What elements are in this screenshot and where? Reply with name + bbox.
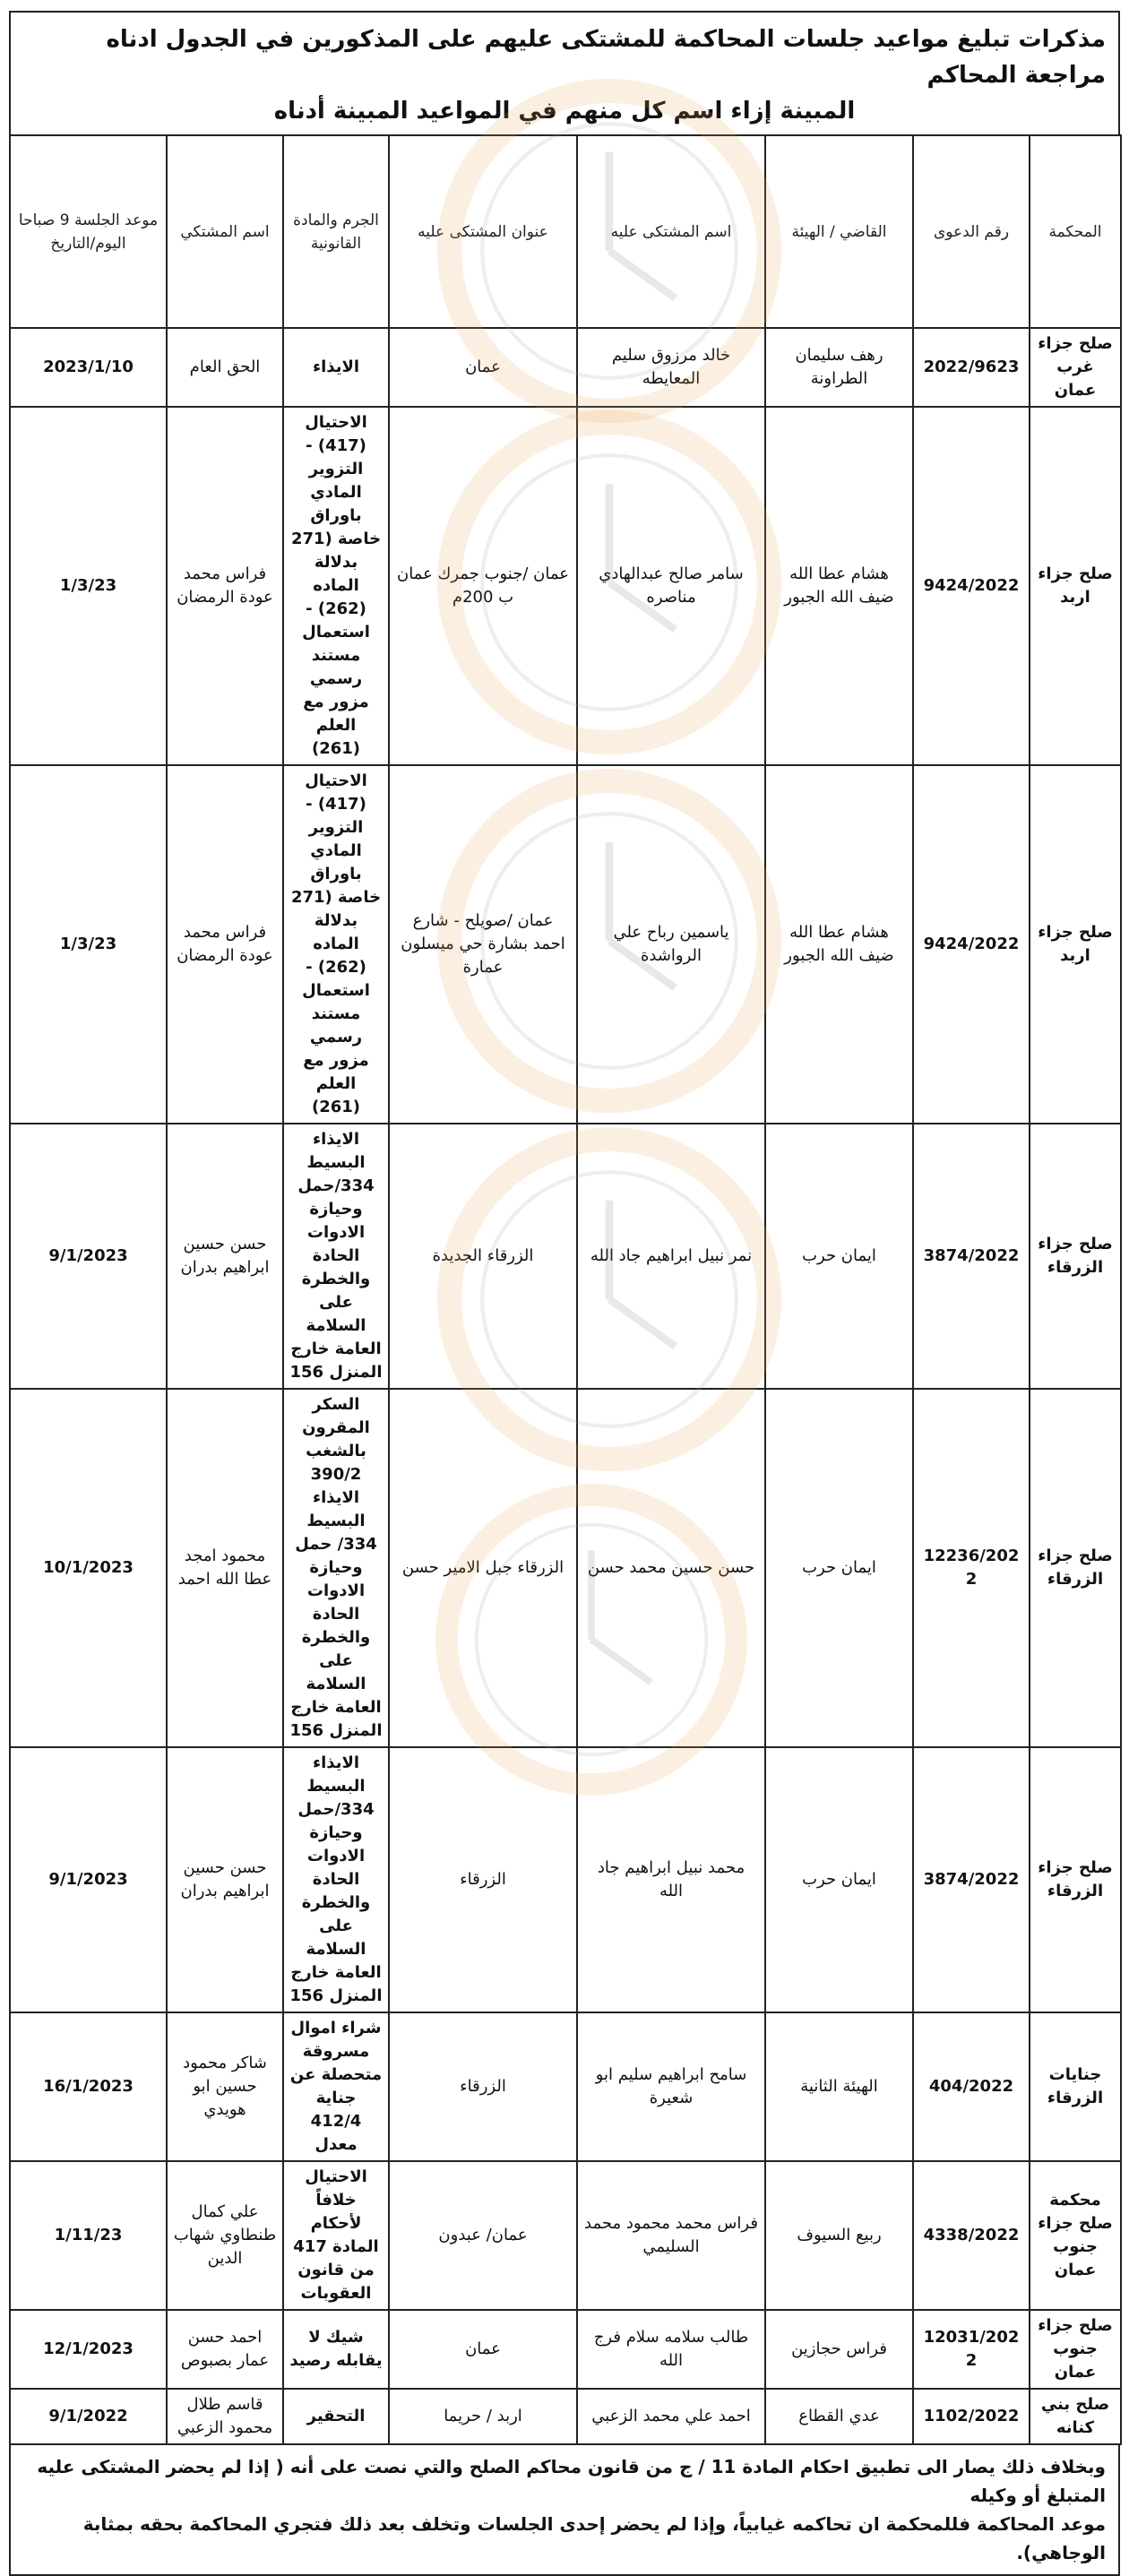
cell-case-number: 3874/2022 (913, 1124, 1030, 1389)
cell-defendant-name: سامح ابراهيم سليم ابو شعيرة (577, 2012, 765, 2161)
cell-defendant-name: سامر صالح عبدالهادي مناصره (577, 407, 765, 765)
cell-court: صلح جزاء الزرقاء (1030, 1389, 1121, 1747)
cell-case-number: 12031/2022 (913, 2310, 1030, 2389)
cell-case-number: 9424/2022 (913, 407, 1030, 765)
title-line-2: المبينة إزاء اسم كل منهم في المواعيد المبينة أدناه (273, 98, 856, 125)
header-defendant-address: عنوان المشتكى عليه (389, 135, 577, 328)
cell-crime: السكر المقرون بالشغب 390/2 الايذاء البسيط 334/ حمل وحيازة الادوات الحادة والخطرة على السلامة العامة خارج المنزل 156 (283, 1389, 389, 1747)
cell-case-number: 9424/2022 (913, 765, 1030, 1124)
table-row (10, 2389, 1121, 2444)
cell-defendant-address: الزرقاء (389, 1747, 577, 2012)
cell-court: صلح جزاء اربد (1030, 765, 1121, 1124)
hearings-table (9, 134, 1122, 2445)
document-title (9, 11, 1120, 134)
cell-defendant-name: فراس محمد محمود محمد السليمي (577, 2161, 765, 2310)
cell-judge: ايمان حرب (765, 1747, 913, 2012)
cell-case-number: 4338/2022 (913, 2161, 1030, 2310)
cell-crime: شيك لا يقابله رصيد (283, 2310, 389, 2389)
cell-hearing-date: 16/1/2023 (10, 2012, 167, 2161)
header-crime: الجرم والمادة القانونية (283, 135, 389, 328)
cell-defendant-address: الزرقاء جبل الامير حسن (389, 1389, 577, 1747)
cell-crime: الاحتيال (417) - التزوير المادي باوراق خاصة (271 بدلالة الماده (262) - استعمال مستند رسمي مزور مع العلم (261) (283, 407, 389, 765)
header-judge: القاضي / الهيئة (765, 135, 913, 328)
cell-crime: الايذاء (283, 328, 389, 407)
cell-defendant-address: عمان (389, 2310, 577, 2389)
cell-crime: شراء اموال مسروقة متحصلة عن جناية 412/4 معدل (283, 2012, 389, 2161)
cell-case-number: 3874/2022 (913, 1747, 1030, 2012)
table-row (10, 2161, 1121, 2310)
cell-judge: ربيع السيوف (765, 2161, 913, 2310)
cell-judge: عدي القطاع (765, 2389, 913, 2444)
cell-complainant: محمود امجد عطا الله احمد (167, 1389, 283, 1747)
cell-judge: هشام عطا الله ضيف الله الجبور (765, 765, 913, 1124)
cell-hearing-date: 9/1/2023 (10, 1747, 167, 2012)
cell-crime: الايذاء البسيط 334/حمل وحيازة الادوات الحادة والخطرة على السلامة العامة خارج المنزل 156 (283, 1747, 389, 2012)
footer-line-1: وبخلاف ذلك يصار الى تطبيق احكام المادة 11 / ج من قانون محاكم الصلح والتي نصت على أنه ( إذا لم يحضر المشتكى عليه المتبلغ أو وكيله (37, 2456, 1106, 2506)
cell-court: محكمة صلح جزاء جنوب عمان (1030, 2161, 1121, 2310)
cell-judge: ايمان حرب (765, 1124, 913, 1389)
cell-defendant-address: عمان (389, 328, 577, 407)
header-hearing-date: موعد الجلسة 9 صباحا اليوم/التاريخ (10, 135, 167, 328)
table-row (10, 1124, 1121, 1389)
cell-defendant-name: نمر نبيل ابراهيم جاد الله (577, 1124, 765, 1389)
cell-complainant: فراس محمد عودة الرمضان (167, 407, 283, 765)
cell-complainant: احمد حسن عمار بصبوص (167, 2310, 283, 2389)
cell-complainant: حسن حسين ابراهيم بدران (167, 1747, 283, 2012)
legal-notice-footer (9, 2445, 1120, 2576)
cell-hearing-date: 9/1/2023 (10, 1124, 167, 1389)
table-row (10, 2012, 1121, 2161)
cell-crime: الايذاء البسيط 334/حمل وحيازة الادوات الحادة والخطرة على السلامة العامة خارج المنزل 156 (283, 1124, 389, 1389)
header-complainant: اسم المشتكي (167, 135, 283, 328)
title-line-1: مذكرات تبليغ مواعيد جلسات المحاكمة للمشتكى عليهم على المذكورين في الجدول ادناه مراجعة المحاكم (106, 26, 1106, 89)
cell-court: صلح جزاء غرب عمان (1030, 328, 1121, 407)
cell-case-number: 404/2022 (913, 2012, 1030, 2161)
table-row (10, 765, 1121, 1124)
table-row (10, 407, 1121, 765)
cell-crime: الاحتيال خلافاً لأحكام المادة 417 من قانون العقوبات (283, 2161, 389, 2310)
cell-judge: هشام عطا الله ضيف الله الجبور (765, 407, 913, 765)
cell-hearing-date: 10/1/2023 (10, 1389, 167, 1747)
footer-line-2: موعد المحاكمة فللمحكمة ان تحاكمه غيابياً، وإذا لم يحضر إحدى الجلسات وتخلف بعد ذلك فتجري المحاكمة بحقه بمثابة الوجاهي). (82, 2513, 1106, 2563)
cell-defendant-name: طالب سلامه سلام فرج الله (577, 2310, 765, 2389)
cell-court: جنايات الزرقاء (1030, 2012, 1121, 2161)
cell-hearing-date: 2023/1/10 (10, 328, 167, 407)
cell-defendant-address: الزرقاء الجديدة (389, 1124, 577, 1389)
table-row (10, 2310, 1121, 2389)
cell-judge: فراس حجازين (765, 2310, 913, 2389)
cell-defendant-name: احمد علي محمد الزعبي (577, 2389, 765, 2444)
cell-crime: التحقير (283, 2389, 389, 2444)
cell-judge: رهف سليمان الطراونة (765, 328, 913, 407)
table-row (10, 1389, 1121, 1747)
cell-defendant-name: حسن حسين محمد حسن (577, 1389, 765, 1747)
cell-defendant-name: محمد نبيل ابراهيم جاد الله (577, 1747, 765, 2012)
cell-court: صلح جزاء اربد (1030, 407, 1121, 765)
cell-court: صلح بني كنانه (1030, 2389, 1121, 2444)
cell-hearing-date: 1/3/23 (10, 407, 167, 765)
cell-hearing-date: 12/1/2023 (10, 2310, 167, 2389)
cell-complainant: حسن حسين ابراهيم بدران (167, 1124, 283, 1389)
cell-complainant: الحق العام (167, 328, 283, 407)
table-row (10, 1747, 1121, 2012)
cell-hearing-date: 1/3/23 (10, 765, 167, 1124)
cell-court: صلح جزاء الزرقاء (1030, 1124, 1121, 1389)
cell-hearing-date: 9/1/2022 (10, 2389, 167, 2444)
cell-complainant: شاكر محمود حسين ابو هويدي (167, 2012, 283, 2161)
cell-complainant: علي كمال طنطاوي شهاب الدين (167, 2161, 283, 2310)
cell-judge: ايمان حرب (765, 1389, 913, 1747)
cell-defendant-name: ياسمين رباح علي الرواشدة (577, 765, 765, 1124)
cell-complainant: قاسم طلال محمود الزعبي (167, 2389, 283, 2444)
cell-defendant-address: عمان /صويلح - شارع احمد بشارة حي ميسلون عمارة (389, 765, 577, 1124)
cell-crime: الاحتيال (417) - التزوير المادي باوراق خاصة (271 بدلالة الماده (262) - استعمال مستند رسمي مزور مع العلم (261) (283, 765, 389, 1124)
cell-case-number: 2022/9623 (913, 328, 1030, 407)
cell-defendant-address: عمان /جنوب جمرك عمان ب 200م (389, 407, 577, 765)
header-court: المحكمة (1030, 135, 1121, 328)
cell-defendant-address: اربد / حريما (389, 2389, 577, 2444)
cell-defendant-address: عمان/ عبدون (389, 2161, 577, 2310)
cell-court: صلح جزاء الزرقاء (1030, 1747, 1121, 2012)
cell-court: صلح جزاء جنوب عمان (1030, 2310, 1121, 2389)
header-defendant-name: اسم المشتكى عليه (577, 135, 765, 328)
cell-defendant-address: الزرقاء (389, 2012, 577, 2161)
header-case-number: رقم الدعوى (913, 135, 1030, 328)
cell-judge: الهيئة الثانية (765, 2012, 913, 2161)
cell-case-number: 1102/2022 (913, 2389, 1030, 2444)
cell-defendant-name: خالد مرزوق سليم المعايطه (577, 328, 765, 407)
table-row (10, 328, 1121, 407)
cell-case-number: 12236/2022 (913, 1389, 1030, 1747)
table-header-row (10, 135, 1121, 328)
cell-hearing-date: 1/11/23 (10, 2161, 167, 2310)
cell-complainant: فراس محمد عودة الرمضان (167, 765, 283, 1124)
